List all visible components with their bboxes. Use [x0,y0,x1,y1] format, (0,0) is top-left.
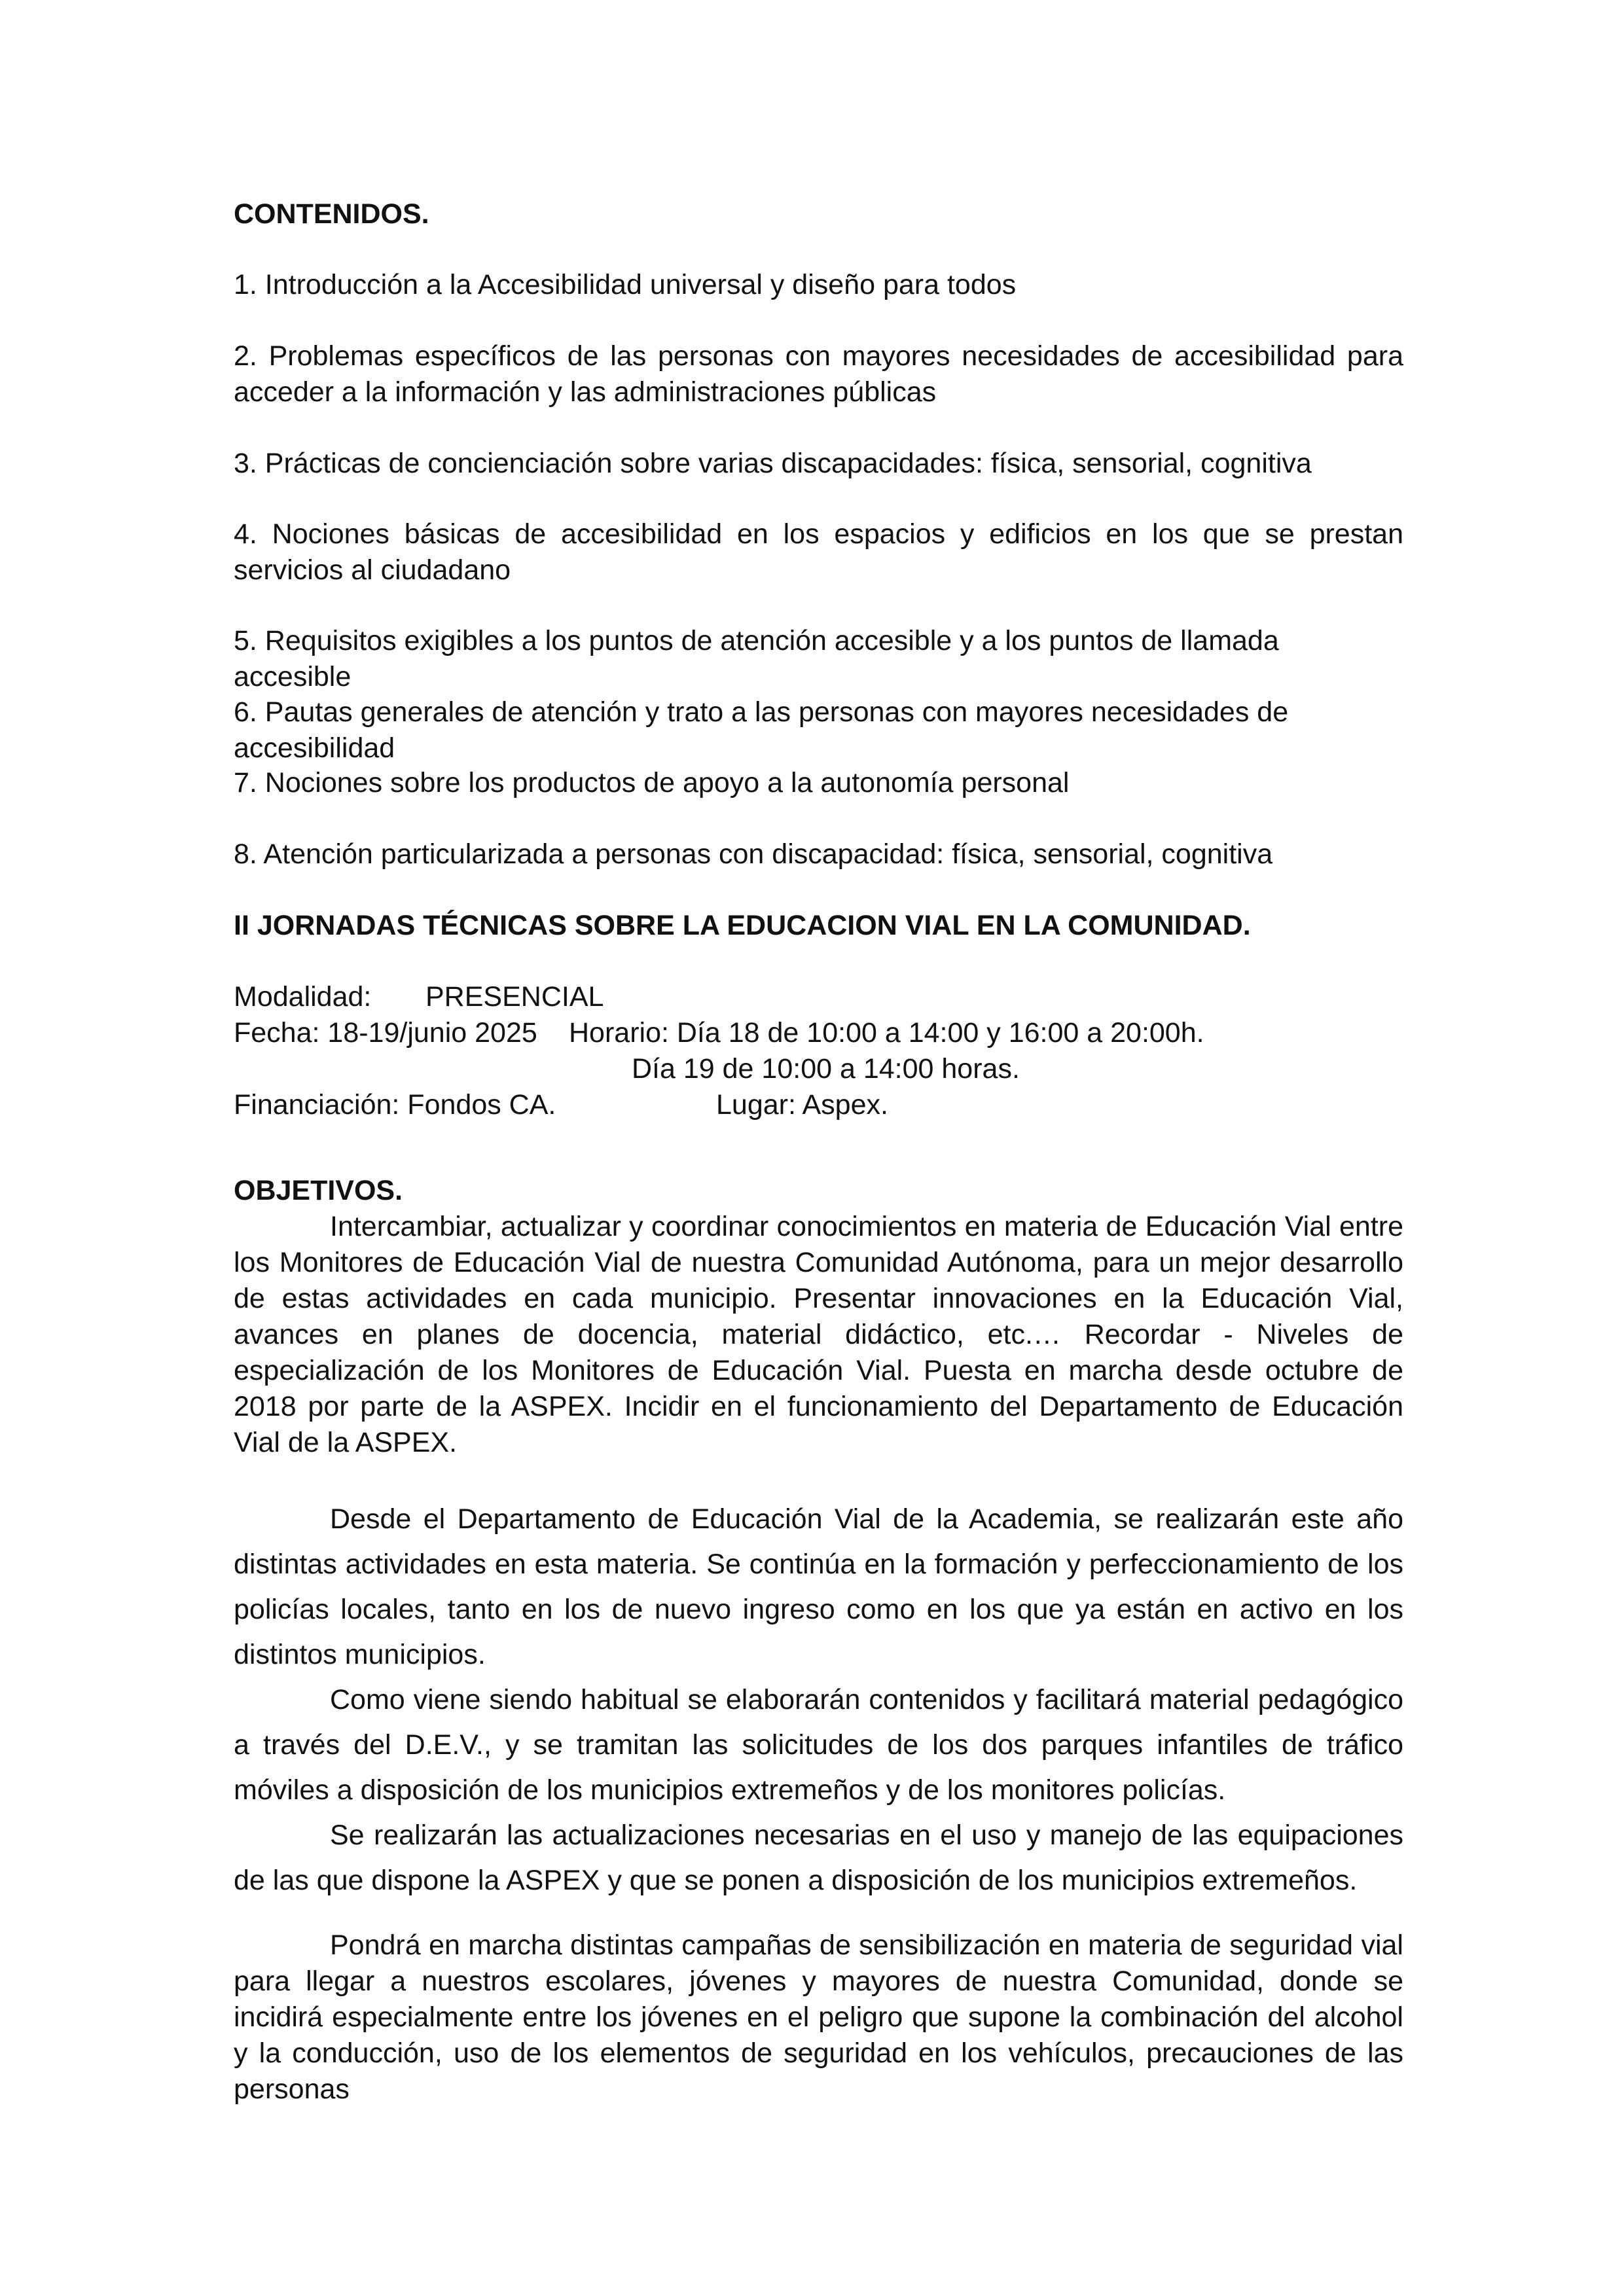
body-paragraph-4: Pondrá en marcha distintas campañas de sensibilización en materia de seguridad vial para llegar a nuestros escolares, jóvenes y mayores de nuestra Comunidad, donde se incidirá especialmente entre los jóvenes en el peligro que supone la combinación del alcohol y la conducción, uso de los elementos de seguridad en los vehículos, precauciones de las personas [234,1929,1403,2105]
contenidos-item-1: 1. Introducción a la Accesibilidad universal y diseño para todos [234,269,1017,300]
contenidos-item-8: 8. Atención particularizada a personas con discapacidad: física, sensorial, cognitiva [234,838,1273,870]
objetivos-text: Intercambiar, actualizar y coordinar conocimientos en materia de Educación Vial entre los Monitores de Educación Vial de nuestra Comunidad Autónoma, para un mejor desarrollo de estas actividades en cada municipio. Presentar innovaciones en la Educación Vial, avances en planes de docencia, material didáctico, etc.… Recordar - Niveles de especialización de los Monitores de Educación Vial. Puesta en marcha desde octubre de 2018 por parte de la ASPEX. Incidir en el funcionamiento del Departamento de Educación Vial de la ASPEX. [234,1211,1403,1458]
financiacion-text: Financiación: Fondos CA. [234,1089,556,1121]
contenidos-item-7: 7. Nociones sobre los productos de apoyo a la autonomía personal [234,767,1070,798]
jornadas-details [234,979,1403,1130]
lugar-text: Lugar: Aspex. [716,1089,888,1121]
objetivos-heading: OBJETIVOS. [234,1175,403,1206]
contenidos-item-3: 3. Prácticas de concienciación sobre varias discapacidades: física, sensorial, cognitiva [234,448,1312,479]
body-paragraph-3: Se realizarán las actualizaciones necesarias en el uso y manejo de las equipaciones de las que dispone la ASPEX y que se ponen a disposición de los municipios extremeños. [234,1820,1403,1896]
contenidos-heading: CONTENIDOS. [234,198,429,230]
modalidad-label: Modalidad: [234,981,372,1013]
horario-line-1: Horario: Día 18 de 10:00 a 14:00 y 16:00 a 20:00h. [569,1017,1204,1049]
horario-line-2: Día 19 de 10:00 a 14:00 horas. [632,1053,1020,1085]
modalidad-value: PRESENCIAL [425,981,604,1013]
body-paragraph-2: Como viene siendo habitual se elaborarán contenidos y facilitará material pedagógico a través del D.E.V., y se tramitan las solicitudes de los dos parques infantiles de tráfico móviles a disposición de los municipios extremeños y de los monitores policías. [234,1684,1403,1806]
jornadas-title: II JORNADAS TÉCNICAS SOBRE LA EDUCACION VIAL EN LA COMUNIDAD. [234,910,1251,941]
contenidos-item-2: 2. Problemas específicos de las personas con mayores necesidades de accesibilidad para acceder a la información y las administraciones públicas [234,340,1403,408]
fecha-text: Fecha: 18-19/junio 2025 [234,1017,537,1049]
contenidos-item-4: 4. Nociones básicas de accesibilidad en los espacios y edificios en los que se prestan servicios al ciudadano [234,518,1403,586]
body-paragraph-1: Desde el Departamento de Educación Vial de la Academia, se realizarán este año distintas actividades en esta materia. Se continúa en la formación y perfeccionamiento de los policías locales, tanto en los de nuevo ingreso como en los que ya están en activo en los distintos municipios. [234,1503,1403,1670]
contenidos-item-5: 5. Requisitos exigibles a los puntos de atención accesible y a los puntos de llamada accesible [234,625,1279,692]
contenidos-item-6: 6. Pautas generales de atención y trato a las personas con mayores necesidades de accesibilidad [234,696,1289,764]
